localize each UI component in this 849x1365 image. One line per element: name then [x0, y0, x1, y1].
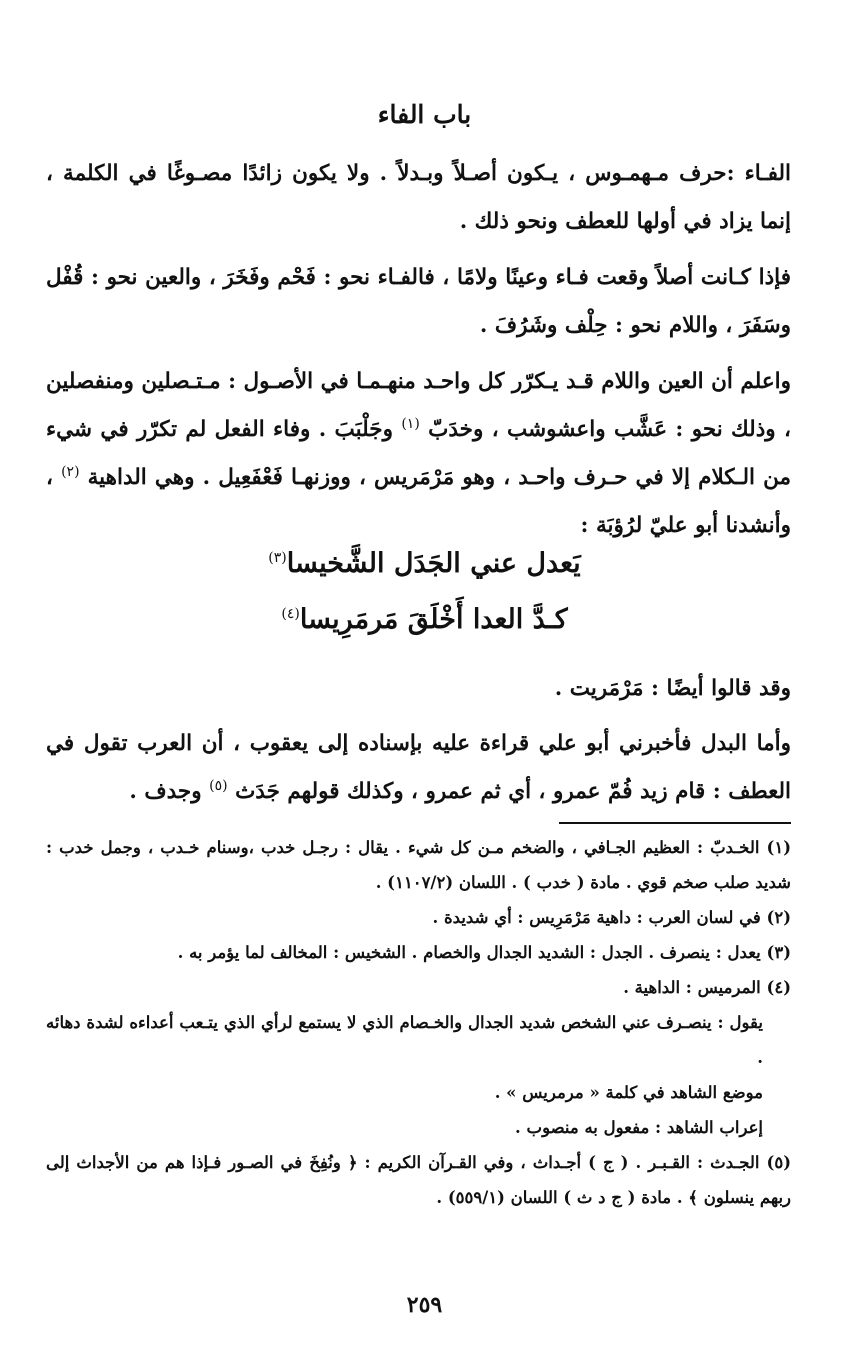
poetry-verse-2 — [0, 604, 849, 635]
footnote-ref-1: (١) — [401, 415, 420, 432]
footnote-ref-4: (٤) — [281, 606, 300, 622]
paragraph-text: وجَلْبَبَ . وفاء الفعل لم تكرّر في شيء من الـكلام إلا في حـرف واحـد ، وهو مَرْمَريس ، ووزنهـا فَعْفَعِيل . وهي الداهية — [46, 417, 791, 490]
chapter-title: باب الفاء — [377, 100, 472, 129]
paragraph-substitution — [46, 720, 791, 816]
footnote-4-grammar: إعراب الشاهد : مفعول به منصوب . — [515, 1118, 763, 1137]
paragraph-text: واعلم أن العين واللام قـد يـكرّر كل واحـد منهـمـا في الأصـول : مـتـصلين ومنفصلين ، وذلك نحو : عَشَّب واعشوشب ، وخدَبّ — [46, 369, 791, 442]
paragraph-original-letter: فإذا كـانت أصلاً وقعت فـاء وعينًا ولامًا ، فالفـاء نحو : فَحْم وفَخَرَ ، والعين نحو : قُفْل وسَفَرَ ، واللام نحو : حِلْف وشَرُفَ . — [46, 265, 791, 338]
verse-text: كـدَّ العدا أَخْلَقَ مَرمَرِيسا — [299, 604, 568, 635]
footnote-ref-3: (٣) — [268, 550, 287, 566]
footnotes-section — [46, 830, 791, 1215]
footnote-4-explanation: يقول : ينصـرف عني الشخص شديد الجدال والخـصام الذي لا يستمع لرأي الذي يتـعب أعداءه لشدة دهائه . — [46, 1013, 763, 1067]
page-number: ٢٥٩ — [406, 1292, 443, 1318]
footnote-2: (٢) في لسان العرب : داهية مَرْمَرِيس : أي شديدة . — [432, 908, 791, 927]
paragraph-intro: الفـاء :حرف مـهمـوس ، يـكون أصـلاً وبـدلاً . ولا يكون زائدًا مصـوغًا في الكلمة ، إنما يزاد في أولها للعطف ونحو ذلك . — [46, 161, 791, 234]
footnote-separator — [559, 822, 791, 824]
poetry-verse-1 — [0, 548, 849, 579]
footnote-4: (٤) المرميس : الداهية . — [623, 978, 791, 997]
paragraph-text: وأما البدل فأخبرني أبو علي قراءة عليه بإسناده إلى يعقوب ، أن العرب تقول في العطف : قام زيد فُمّ عمرو ، أي ثم عمرو ، وكذلك قولهم جَدَث — [46, 731, 791, 804]
paragraph-text: وجدف . — [129, 779, 202, 804]
footnote-ref-2: (٢) — [61, 463, 80, 480]
footnote-1: (١) الخـدبّ : العظيم الجـافي ، والضخم مـن كل شيء . يقال : رجـل خدب ،وسنام خـدب ، وجمل خدب : شديد صلب صخم قوي . مادة ( خدب ) . اللسان (١١٠٧/٢) . — [46, 838, 791, 892]
footnote-3: (٣) يعدل : ينصرف . الجدل : الشديد الجدال والخصام . الشخيس : المخالف لما يؤمر به . — [177, 943, 791, 962]
paragraph-also-said: وقد قالوا أيضًا : مَرْمَريت . — [554, 676, 791, 701]
footnote-5: (٥) الجـدث : القـبـر . ( ج ) أجـداث ، وفي القـرآن الكريم : ﴿ ونُفِخَ في الصـور فـإذا هم من الأجداث إلى ربهم ينسلون ﴾ . مادة ( ج د ث ) اللسان (٥٥٩/١) . — [46, 1153, 791, 1207]
verse-text: يَعدل عني الجَدَل الشَّخيسا — [286, 548, 581, 579]
footnote-4-evidence: موضع الشاهد في كلمة « مرمريس » . — [494, 1083, 763, 1102]
paragraph-repetition — [46, 358, 791, 550]
footnote-ref-5: (٥) — [209, 777, 228, 794]
paragraph-text: ، وأنشدنا أبو عليّ لرُؤبَة : — [46, 465, 791, 538]
